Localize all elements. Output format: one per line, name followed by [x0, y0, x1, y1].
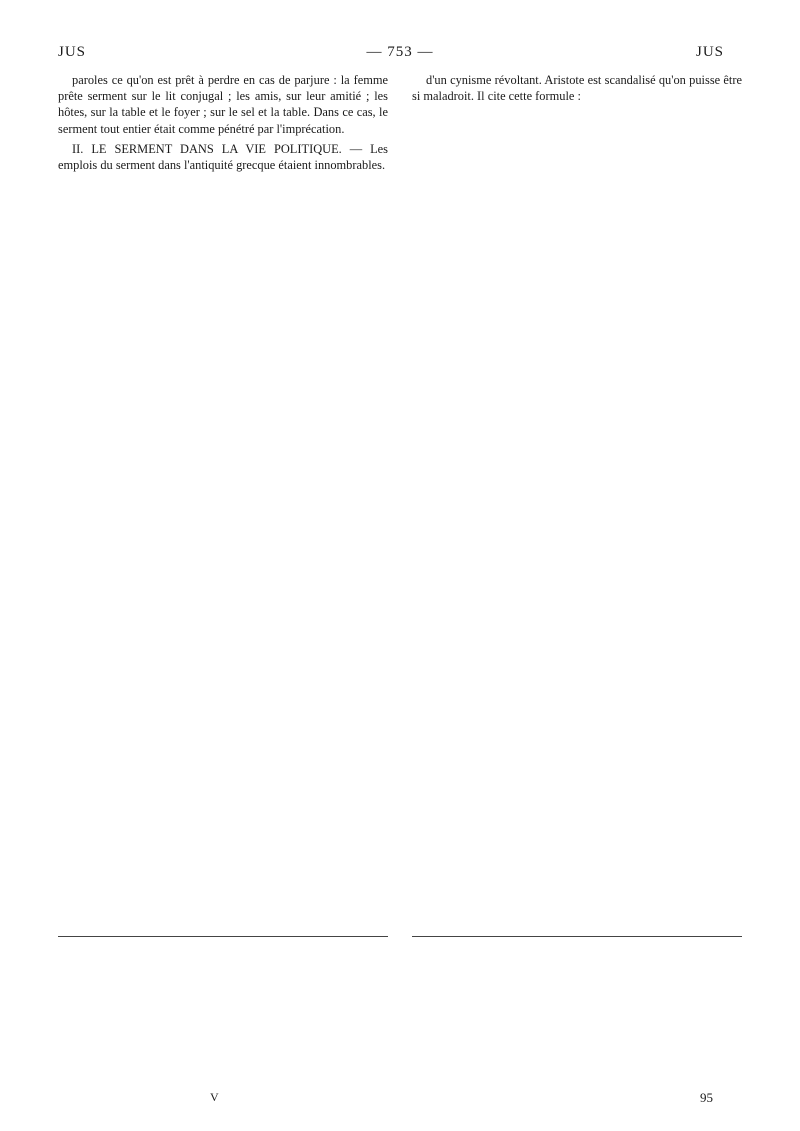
header-left: JUS [58, 44, 87, 60]
header-right: JUS [695, 44, 724, 60]
page-number: 95 [700, 1090, 713, 1105]
paragraph [412, 168, 742, 184]
paragraph [412, 148, 742, 164]
paragraph: II. LE SERMENT DANS LA VIE POLITIQUE. — Les emplois du serment dans l'antiquité grecque étaient innombrables. [58, 141, 388, 173]
signature-mark: V [210, 1090, 219, 1104]
paragraph: d'un cynisme révoltant. Aristote est scandalisé qu'on puisse être si maladroit. Il cite cette formule : [412, 73, 742, 104]
paragraph [58, 237, 388, 253]
paragraph: paroles ce qu'on est prêt à perdre en cas de parjure : la femme prête serment sur le lit conjugal ; les amis, sur leur amitié ; les hôtes, sur la table et le foyer ; sur le sel et la table. Dans ce cas, le serment tout entier était comme pénétré par l'imprécation. [58, 73, 388, 136]
running-header [58, 44, 742, 68]
paragraph [412, 128, 742, 144]
footnotes-left [58, 936, 388, 941]
paragraph [58, 177, 388, 193]
paragraph [412, 108, 742, 124]
right-column [412, 72, 742, 188]
paragraph [58, 197, 388, 213]
paragraph [58, 217, 388, 233]
left-column [58, 72, 388, 257]
header-page-number: — 753 — [366, 44, 434, 60]
footnotes-right [412, 936, 742, 941]
